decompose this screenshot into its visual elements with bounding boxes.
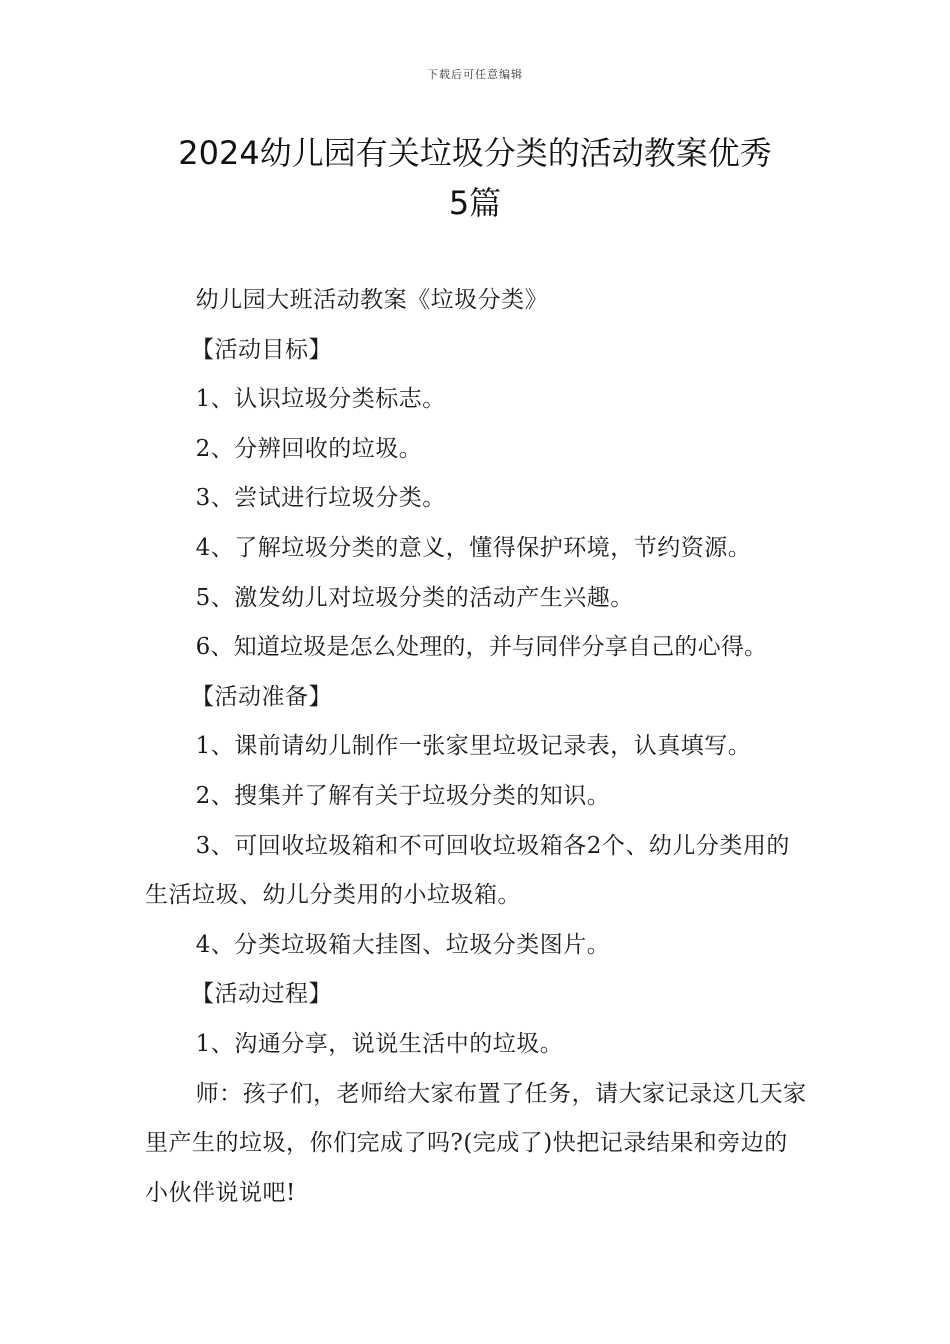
process-item-1: 1、沟通分享，说说生活中的垃圾。 [195, 1030, 564, 1057]
goal-item-6: 6、知道垃圾是怎么处理的，并与同伴分享自己的心得。 [195, 634, 768, 661]
goal-item-2: 2、分辨回收的垃圾。 [195, 435, 423, 462]
title-line-1: 2024幼儿园有关垃圾分类的活动教案优秀 [178, 134, 772, 172]
document-title [145, 128, 805, 228]
prep-item-2: 2、搜集并了解有关于垃圾分类的知识。 [195, 782, 611, 809]
document-body [145, 276, 810, 1218]
section-heading-process: 【活动过程】 [191, 981, 332, 1008]
section-heading-preparation: 【活动准备】 [191, 683, 332, 710]
prep-item-1: 1、课前请幼儿制作一张家里垃圾记录表，认真填写。 [195, 733, 752, 760]
section-heading-goals: 【活动目标】 [191, 336, 332, 363]
teacher-dialogue: 师：孩子们，老师给大家布置了任务，请大家记录这几天家里产生的垃圾，你们完成了吗?(完成了)快把记录结果和旁边的小伙伴说说吧! [145, 1080, 807, 1206]
header-note: 下载后可任意编辑 [427, 68, 523, 81]
title-line-2: 5篇 [448, 184, 502, 222]
prep-item-4: 4、分类垃圾箱大挂图、垃圾分类图片。 [195, 931, 611, 958]
prep-item-3: 3、可回收垃圾箱和不可回收垃圾箱各2个、幼儿分类用的生活垃圾、幼儿分类用的小垃圾箱。 [145, 832, 790, 909]
lesson-plan-title: 幼儿园大班活动教案《垃圾分类》 [195, 287, 549, 313]
goal-item-4: 4、了解垃圾分类的意义，懂得保护环境，节约资源。 [195, 534, 752, 561]
goal-item-5: 5、激发幼儿对垃圾分类的活动产生兴趣。 [195, 584, 634, 611]
goal-item-3: 3、尝试进行垃圾分类。 [195, 485, 446, 512]
goal-item-1: 1、认识垃圾分类标志。 [195, 386, 446, 413]
